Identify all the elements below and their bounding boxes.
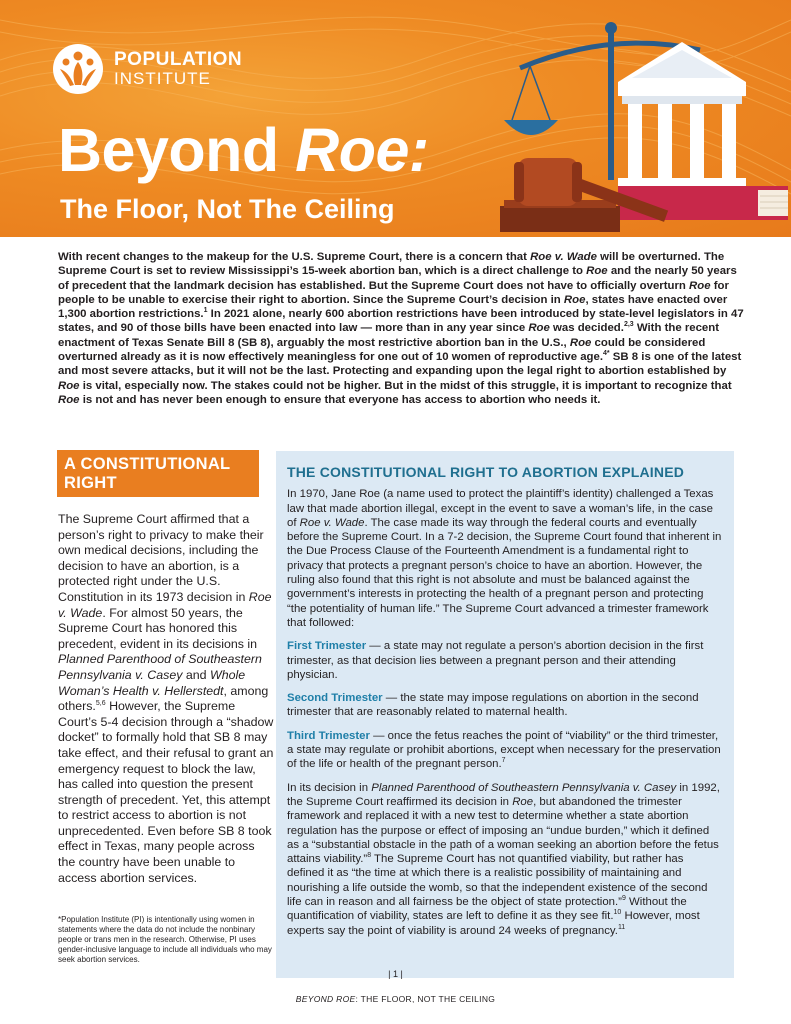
intro-text: for people to be unable to exercise their right to abortion. Since the Supreme Court’s decision in <box>58 279 729 306</box>
case-name: Whole Woman’s Health v. Hellerstedt <box>58 667 246 698</box>
footnote-ref: 5,6 <box>95 700 106 707</box>
body-text: in 1992, the Supreme Court reaffirmed its decision in <box>287 781 720 808</box>
body-text: — the state may impose regulations on abortion in the second trimester that are reasonably related to maternal health. <box>287 692 699 719</box>
page-subtitle: The Floor, Not The Ceiling <box>60 194 395 224</box>
explainer-paragraph-casey <box>287 781 722 938</box>
footnote-ref: 9 <box>621 895 626 903</box>
second-trimester-item <box>287 691 722 720</box>
constitutional-right-body <box>58 512 274 886</box>
case-name: Roe v. Wade <box>299 516 365 529</box>
third-trimester-label: Third Trimester <box>287 729 370 742</box>
intro-text: With the recent enactment of Texas Senate Bill 8 (SB 8), arguably the most restrictive abortion ban in the U.S., <box>58 322 720 349</box>
title-main: Beyond <box>58 116 296 184</box>
courthouse-icon <box>618 42 746 188</box>
intro-text: and the nearly 50 years of precedent that the landmark decision has established. But the Supreme Court does not have to officially overturn <box>58 265 737 292</box>
scale-pan-left-icon <box>504 66 558 135</box>
page-number: | 1 | <box>388 969 403 979</box>
body-text: , among others. <box>58 683 269 714</box>
footnote-ref: 2,3 <box>623 321 634 329</box>
second-trimester-label: Second Trimester <box>287 692 383 705</box>
body-text: The Supreme Court affirmed that a person’s right to privacy to make their own medical decisions, including the decision to have an abortion, is a protected right under the U.S. Constitution in its 1973 decision in <box>58 512 264 604</box>
footer-title-rest: : THE FLOOR, NOT THE CEILING <box>355 994 496 1004</box>
body-text: In its decision in <box>287 781 372 794</box>
explainer-title: THE CONSTITUTIONAL RIGHT TO ABORTION EXPLAINED <box>287 464 685 480</box>
first-trimester-item <box>287 639 722 682</box>
intro-case-name: Roe <box>689 279 711 292</box>
intro-case-name: Roe <box>58 379 80 392</box>
intro-text: With recent changes to the makeup for the U.S. Supreme Court, there is a concern that <box>58 251 531 263</box>
running-footer <box>0 994 791 1004</box>
explainer-paragraph-1 <box>287 487 722 630</box>
logo-people-icon <box>52 43 104 95</box>
intro-text: In 2021 alone, nearly 600 abortion restrictions have been introduced by state-level legislators in 47 states, and 90 of those bills have been enacted into law — more than in any year since <box>58 308 744 335</box>
body-text: In 1970, Jane Roe (a name used to protect the plaintiff’s identity) challenged a Texas law that made abortion illegal, except in the event to save a woman’s life, in the case of <box>287 488 714 529</box>
case-name: Planned Parenthood of Southeastern Pennsylvania v. Casey <box>58 652 262 682</box>
title-italic: Roe: <box>295 116 429 184</box>
gender-language-footnote: *Population Institute (PI) is intentionally using women in statements where the data do not include the nonbinary people or trans men in the research. Otherwise, PI uses gender-inclusive language to include all individuals who may seek abortion services. <box>58 915 272 964</box>
footnote-ref: 10 <box>613 909 622 917</box>
footer-title-italic: BEYOND ROE <box>295 994 356 1004</box>
scale-pole-icon <box>608 30 614 180</box>
intro-case-name: Roe <box>528 322 550 335</box>
intro-case-name: Roe v. Wade <box>530 251 597 263</box>
body-text: However, the Supreme Court’s 5-4 decision through a “shadow docket” to formally hold that SB 8 may take effect, and their refusal to grant an emergency request to block the law, has called into question the present strength of precedent. Yet, this attempt to restrict access to abortion is not unprecedented. Even before SB 8 took effect in Texas, many people across the country have been unable to access abortion services. <box>58 699 274 885</box>
page-title <box>58 118 429 182</box>
footnote-ref: 8 <box>367 852 372 860</box>
explainer-box <box>276 451 734 978</box>
intro-case-name: Roe <box>58 393 80 406</box>
body-text: . For almost 50 years, the Supreme Court has honored this precedent, evident in its decisions in <box>58 605 258 651</box>
footnote-ref: 7 <box>501 757 506 765</box>
population-institute-logo[interactable] <box>52 43 242 95</box>
footnote-ref: 1 <box>203 307 208 315</box>
body-text: and <box>182 667 210 682</box>
intro-case-name: Roe <box>563 293 586 306</box>
intro-text: was decided. <box>549 322 624 335</box>
body-text: . The case made its way through the federal courts and eventually before the Supreme Court. In a 7-2 decision, the Supreme Court found that inherent in the Due Process Clause of the Fourteenth Amendment is a fundamental right to privacy that protects a pregnant person’s choice to have an abortion. However, the ruling also found that this right is not absolute and must be balanced against the government’s interests in protecting the health of a pregnant person and protecting “the potentiality of human life.” The Supreme Court advanced a trimester framework that followed: <box>287 516 722 629</box>
intro-paragraph <box>58 250 748 407</box>
case-name: Roe v. Wade <box>58 589 272 620</box>
intro-text: , states have enacted over 1,300 abortion restrictions. <box>58 293 728 321</box>
intro-text: could be considered overturned already as it is now effectively meaningless for one out of 10 women of reproductive age. <box>58 336 706 364</box>
logo-line-2: INSTITUTE <box>114 69 211 88</box>
footnote-ref: 4* <box>603 350 610 358</box>
justice-illustration <box>500 10 791 237</box>
first-trimester-label: First Trimester <box>287 640 367 653</box>
intro-case-name: Roe <box>586 265 608 278</box>
third-trimester-item <box>287 729 722 772</box>
footnote-ref: 11 <box>617 923 626 931</box>
intro-text: is vital, especially now. The stakes could not be higher. But in the midst of this struggle, it is important to recognize that <box>79 379 732 392</box>
body-text: — a state may not regulate a person’s abortion decision in the first trimester, as that decision lies between a pregnant person and their attending physician. <box>287 640 704 681</box>
case-name: Roe <box>512 795 534 808</box>
body-text: However, most experts say the point of viability is around 24 weeks of pregnancy. <box>287 910 700 937</box>
header-banner <box>0 0 791 237</box>
body-text: The Supreme Court has not quantified viability, but rather has defined it as “the time at which there is a realistic possibility of maintaining and nourishing a life outside the womb, so that the independent existence of the second life can in reason and all fairness be the object of state protection.” <box>287 853 708 909</box>
case-name: Planned Parenthood of Southeastern Pennsylvania v. Casey <box>371 781 677 794</box>
logo-line-1: POPULATION <box>114 49 243 70</box>
intro-case-name: Roe <box>569 336 592 349</box>
body-text: Without the quantification of viability, states are left to define it as they see fit. <box>287 896 687 923</box>
body-text: — once the fetus reaches the point of “viability” or the third trimester, a state may regulate or prohibit abortions, except when necessary for the preservation of the life or health of the pregnant person. <box>287 729 721 771</box>
intro-text: SB 8 is one of the latest and most severe attacks, but it will not be the last. Protecting and expanding upon the legal right to abortion established by <box>58 351 742 378</box>
section-heading-constitutional-right: A CONSTITUTIONAL RIGHT <box>57 450 259 497</box>
intro-text: is not and has never been enough to ensure that everyone has access to abortion who needs it. <box>79 393 601 406</box>
body-text: , but abandoned the trimester framework and replaced it with a new test to determine whether a state abortion regulation has the purpose or effect of imposing an “undue burden,” which it defined as a “substantial obstacle in the path of a woman seeking an abortion before the fetus attains viability.” <box>287 795 719 866</box>
intro-text: will be overturned. The Supreme Court is set to review Mississippi’s 15-week abortion ban, which is a direct challenge to <box>58 251 725 278</box>
